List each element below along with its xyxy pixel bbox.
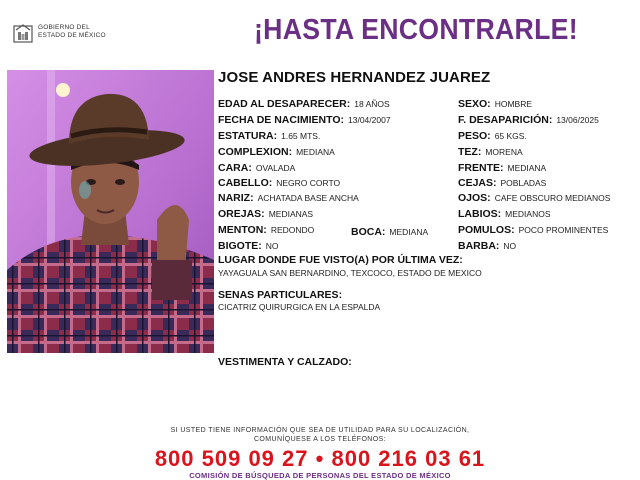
person-photo-icon: [7, 70, 214, 353]
phone-separator: •: [315, 446, 325, 471]
value-menton: REDONDO: [270, 225, 315, 235]
field-bigote: [218, 236, 279, 254]
logo-line-2: ESTADO DE MÉXICO: [38, 32, 106, 39]
value-nariz: ACHATADA BASE ANCHA: [257, 193, 359, 203]
label-boca: BOCA:: [351, 226, 386, 238]
last-seen-value: YAYAGUALA SAN BERNARDINO, TEXCOCO, ESTADO DE MEXICO: [218, 268, 482, 278]
info-line-2: COMUNÍQUESE A LOS TELÉFONOS:: [253, 436, 387, 443]
label-tez: TEZ:: [458, 146, 482, 158]
label-peso: PESO:: [458, 130, 491, 142]
label-pomulos: POMULOS:: [458, 224, 515, 236]
logo-line-1: GOBIERNO DEL: [38, 24, 90, 31]
label-nacimiento: FECHA DE NACIMIENTO:: [218, 114, 344, 126]
government-logo: [12, 22, 112, 46]
value-boca: MEDIANA: [389, 227, 429, 237]
label-orejas: OREJAS:: [218, 208, 265, 220]
logo-text: [38, 24, 106, 40]
value-labios: MEDIANOS: [505, 209, 551, 219]
value-nacimiento: 13/04/2007: [348, 115, 391, 125]
person-name: JOSE ANDRES HERNANDEZ JUAREZ: [218, 69, 491, 86]
value-bigote: NO: [265, 241, 279, 251]
value-complexion: MEDIANA: [296, 147, 335, 157]
value-peso: 65 KGS.: [494, 131, 527, 141]
label-barba: BARBA:: [458, 240, 500, 252]
label-cabello: CABELLO:: [218, 177, 273, 189]
commission-name: COMISIÓN DE BÚSQUEDA DE PERSONAS DEL ESTADO DE MÉXICO: [189, 471, 451, 480]
label-ojos: OJOS:: [458, 192, 491, 204]
value-barba: NO: [503, 241, 517, 251]
phone-numbers: [0, 446, 640, 472]
value-tez: MORENA: [485, 147, 523, 157]
label-labios: LABIOS:: [458, 208, 502, 220]
label-bigote: BIGOTE:: [218, 240, 262, 252]
value-cara: OVALADA: [255, 163, 296, 173]
label-sexo: SEXO:: [458, 98, 491, 110]
value-pomulos: POCO PROMINENTES: [518, 225, 609, 235]
state-emblem-icon: [12, 22, 34, 44]
value-cabello: NEGRO CORTO: [276, 178, 341, 188]
last-seen-label: LUGAR DONDE FUE VISTO(A) POR ÚLTIMA VEZ:: [218, 254, 463, 266]
marks-label: SENAS PARTICULARES:: [218, 289, 343, 301]
label-menton: MENTON:: [218, 224, 267, 236]
label-cara: CARA:: [218, 162, 252, 174]
clothing-label: VESTIMENTA Y CALZADO:: [218, 356, 352, 368]
label-cejas: CEJAS:: [458, 177, 497, 189]
headline: ¡HASTA ENCONTRARLE!: [254, 14, 578, 46]
label-complexion: COMPLEXION:: [218, 146, 293, 158]
value-desaparicion: 13/06/2025: [556, 115, 599, 125]
label-nariz: NARIZ:: [218, 192, 254, 204]
value-frente: MEDIANA: [507, 163, 547, 173]
field-barba: [458, 236, 516, 254]
info-line-1: SI USTED TIENE INFORMACIÓN QUE SEA DE UTILIDAD PARA SU LOCALIZACIÓN,: [170, 427, 470, 434]
field-boca: [351, 222, 428, 240]
value-orejas: MEDIANAS: [268, 209, 314, 219]
value-sexo: HOMBRE: [494, 99, 532, 109]
missing-person-photo: [7, 70, 214, 353]
label-frente: FRENTE:: [458, 162, 504, 174]
value-cejas: POBLADAS: [500, 178, 547, 188]
label-desaparicion: F. DESAPARICIÓN:: [458, 114, 553, 126]
marks-value: CICATRIZ QUIRURGICA EN LA ESPALDA: [218, 302, 381, 312]
phone-1[interactable]: 800 509 09 27: [154, 446, 309, 471]
label-edad: EDAD AL DESAPARECER:: [218, 98, 351, 110]
phone-2[interactable]: 800 216 03 61: [331, 446, 486, 471]
label-estatura: ESTATURA:: [218, 130, 278, 142]
value-edad: 18 AÑOS: [354, 99, 390, 109]
value-ojos: CAFE OBSCURO MEDIANOS: [494, 193, 611, 203]
value-estatura: 1.65 MTS.: [281, 131, 321, 141]
